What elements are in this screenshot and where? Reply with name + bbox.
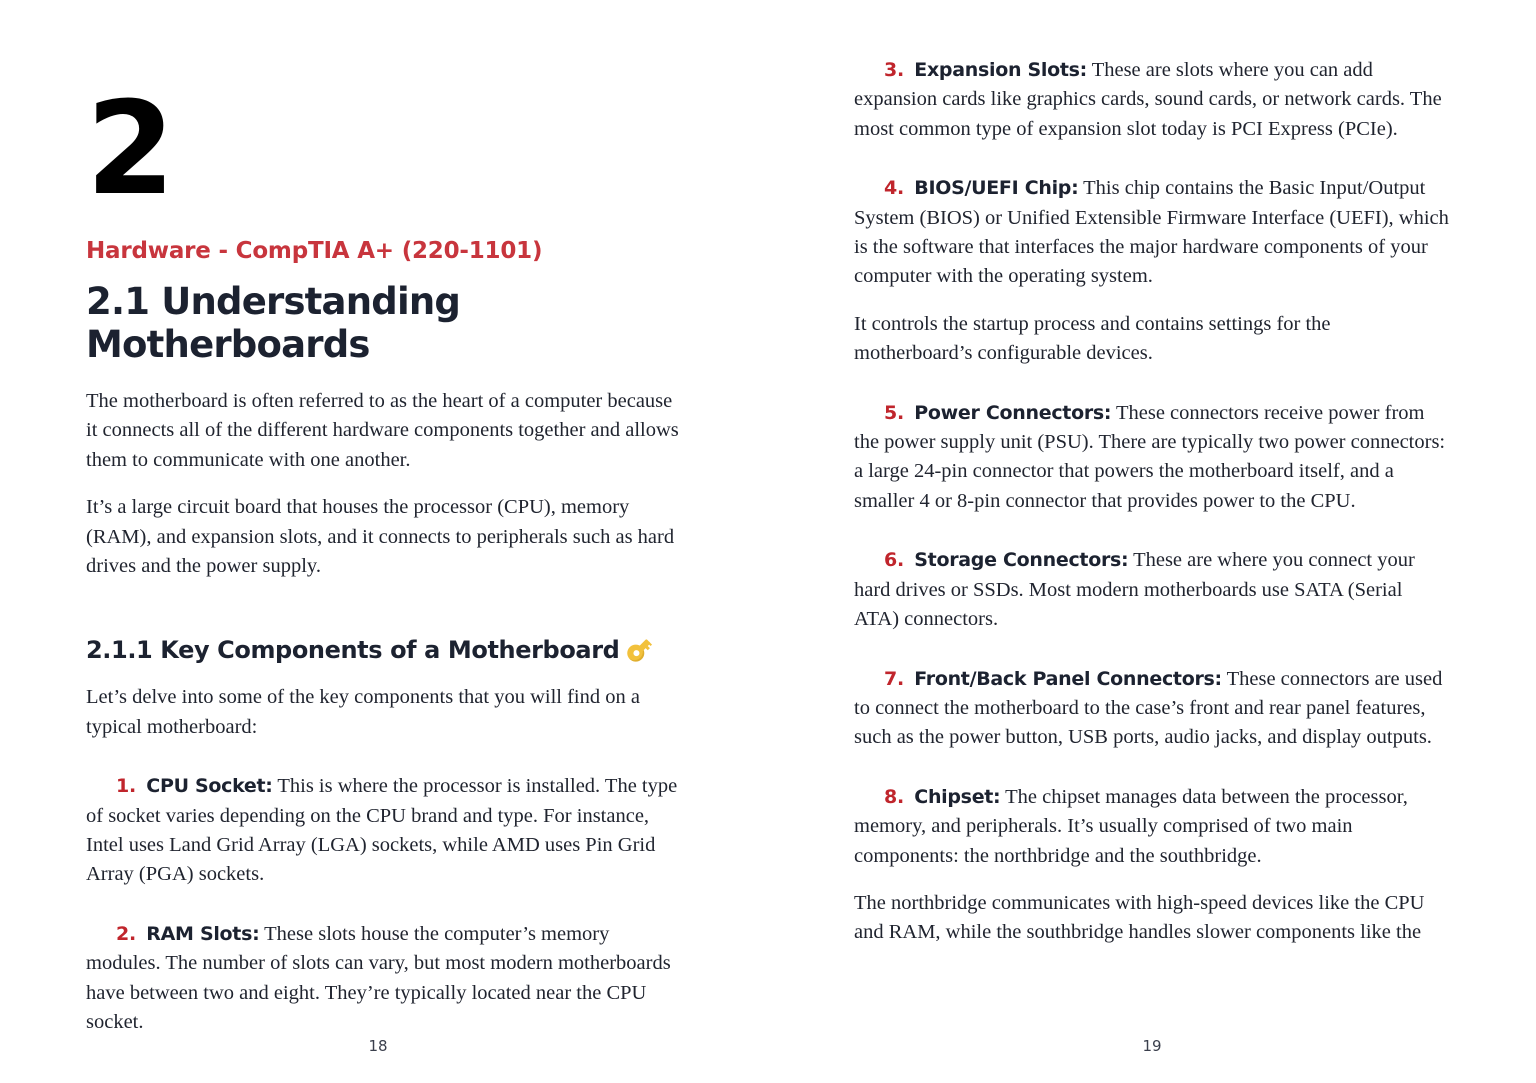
component-text-3: These are slots where you can add expansion cards like graphics cards, sound cards, or network cards. The most common type of expansion slot today is PCI Express (PCIe).	[854, 59, 1442, 140]
component-number-5: 5.	[884, 401, 905, 424]
component-text-2: These slots house the computer’s memory modules. The number of slots can vary, but most modern motherboards have between two and eight. They’re typically located near the CPU socket.	[86, 922, 671, 1033]
component-text-7: These connectors are used to connect the motherboard to the case’s front and rear panel features, such as the power button, USB ports, audio jacks, and display outputs.	[854, 667, 1443, 749]
section-heading: 2.1 Understanding Motherboards	[86, 279, 461, 367]
component-term-1: CPU Socket:	[146, 775, 273, 798]
subsection-heading	[86, 635, 682, 665]
subsection-heading-label: 2.1.1 Key Components of a Motherboard	[86, 636, 620, 665]
component-term-7: Front/Back Panel Connectors:	[914, 667, 1222, 690]
page-number-left-label: 18	[368, 1037, 388, 1055]
bios-followup-paragraph: It controls the startup process and contains settings for the motherboard’s configurable devices.	[854, 312, 1331, 365]
component-number-6: 6.	[884, 549, 905, 572]
component-number-8: 8.	[884, 785, 905, 808]
component-number-4: 4.	[884, 177, 905, 200]
page-number-left	[0, 1037, 762, 1055]
component-number-3: 3.	[884, 59, 905, 81]
key-icon	[622, 633, 659, 670]
component-term-3: Expansion Slots:	[914, 59, 1087, 81]
page-right	[768, 0, 1536, 1083]
component-number-7: 7.	[884, 667, 905, 690]
chipset-followup-paragraph: The northbridge communicates with high-speed devices like the CPU and RAM, while the southbridge handles slower components like the	[854, 891, 1425, 944]
component-item-6	[854, 546, 1450, 634]
chapter-kicker: Hardware - CompTIA A+ (220-1101)	[86, 238, 543, 264]
chapter-number: 2	[86, 75, 173, 224]
component-term-8: Chipset:	[914, 785, 1001, 808]
component-item-1	[86, 772, 682, 890]
component-term-2: RAM Slots:	[146, 922, 260, 945]
component-item-5	[854, 399, 1450, 517]
component-number-1: 1.	[116, 775, 137, 798]
component-term-4: BIOS/UEFI Chip:	[914, 177, 1079, 200]
right-column	[854, 0, 1450, 948]
component-text-6: These are where you connect your hard drives or SSDs. Most modern motherboards use SATA (Serial ATA) connectors.	[854, 549, 1415, 631]
component-text-8: The chipset manages data between the processor, memory, and peripherals. It’s usually comprised of two main components: the northbridge and the southbridge.	[854, 785, 1408, 867]
component-item-4	[854, 174, 1450, 292]
component-text-1: This is where the processor is installed. The type of socket varies depending on the CPU brand and type. For instance, Intel uses Land Grid Array (LGA) sockets, while AMD uses Pin Grid Array (PGA) sockets.	[86, 775, 678, 886]
component-number-2: 2.	[116, 922, 137, 945]
component-text-5: These connectors receive power from the power supply unit (PSU). There are typically two power connectors: a large 24-pin connector that powers the motherboard itself, and a smaller 4 or 8-pin connector that provides power to the CPU.	[854, 401, 1446, 512]
page-number-right-label: 19	[1142, 1037, 1162, 1055]
component-item-2	[86, 920, 682, 1038]
intro-paragraph-2: It’s a large circuit board that houses the processor (CPU), memory (RAM), and expansion slots, and it connects to peripherals such as hard drives and the power supply.	[86, 496, 675, 577]
component-item-8	[854, 783, 1450, 871]
component-text-4: This chip contains the Basic Input/Output System (BIOS) or Unified Extensible Firmware Interface (UEFI), which is the software that interfaces the major hardware components of your computer with the operating system.	[854, 177, 1449, 288]
component-item-7	[854, 665, 1450, 753]
component-item-3	[854, 56, 1450, 144]
page-number-right	[768, 1037, 1536, 1055]
component-term-6: Storage Connectors:	[914, 549, 1129, 572]
intro-paragraph-1: The motherboard is often referred to as the heart of a computer because it connects all of the different hardware components together and allows them to communicate with one another.	[86, 389, 679, 471]
left-column	[86, 0, 682, 1037]
subsection-lead-paragraph: Let’s delve into some of the key components that you will find on a typical motherboard:	[86, 686, 640, 738]
component-term-5: Power Connectors:	[914, 401, 1112, 424]
